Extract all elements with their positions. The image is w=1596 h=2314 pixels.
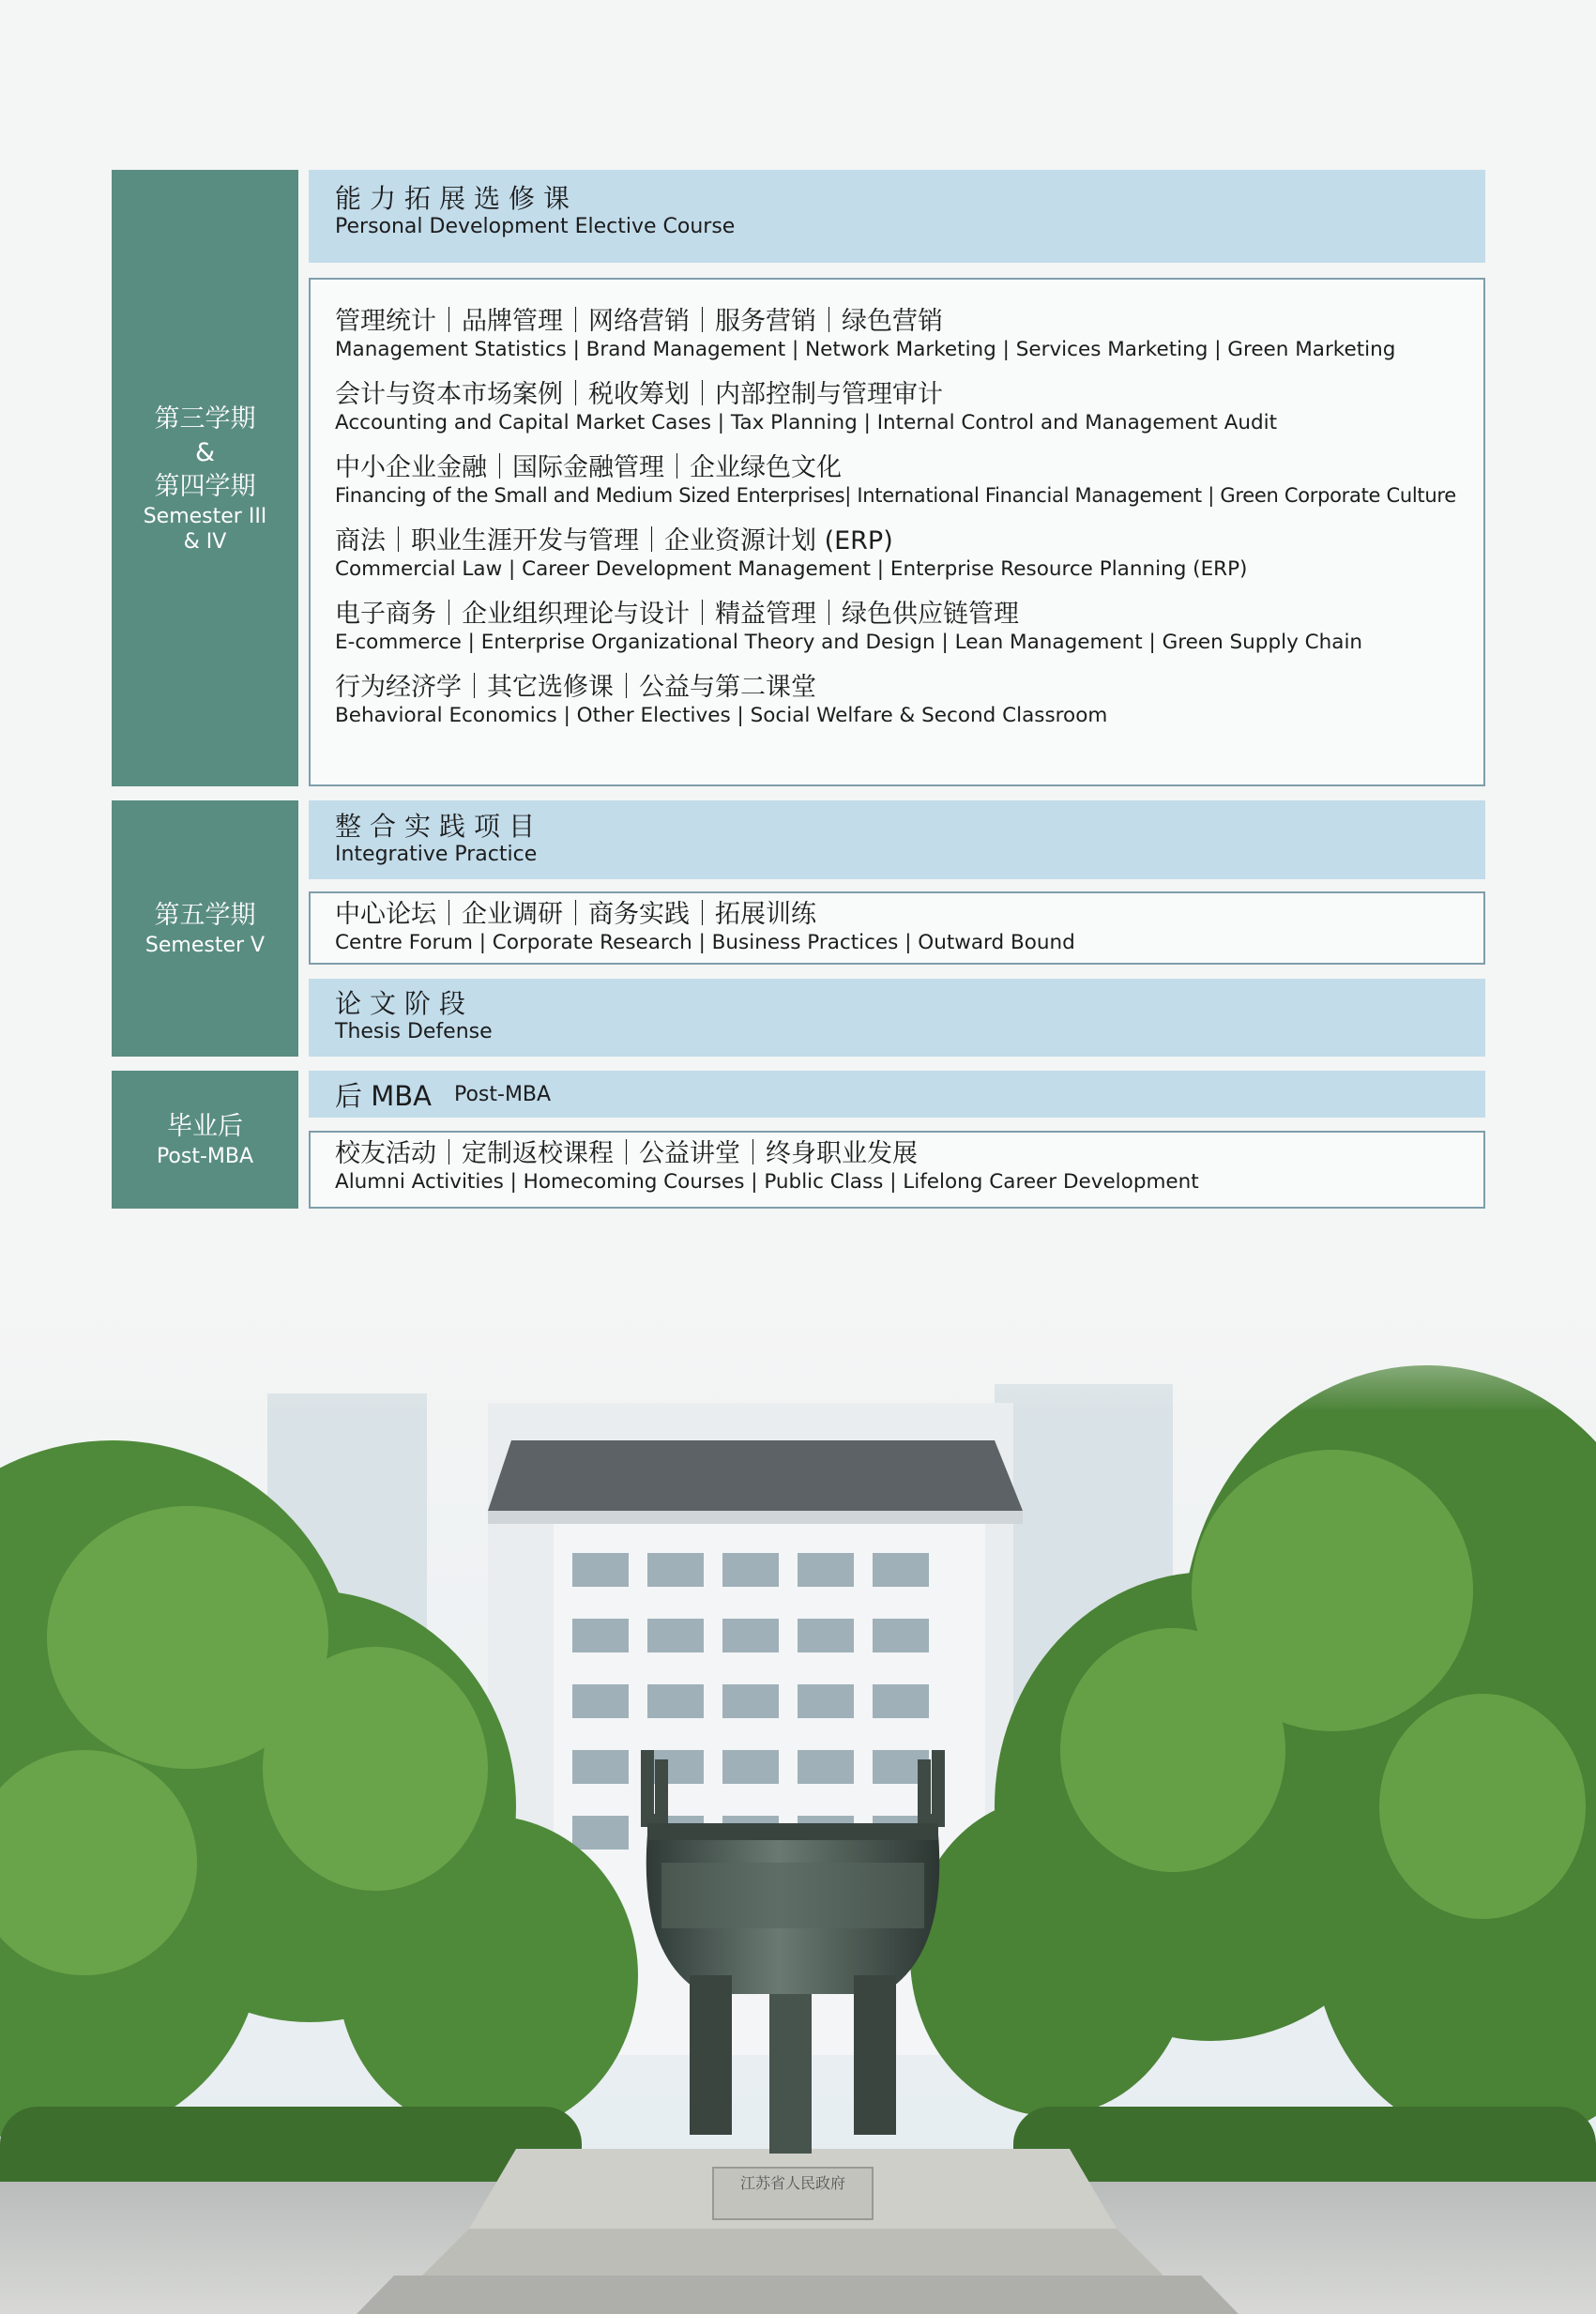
campus-photo <box>0 1281 1596 2314</box>
alumni-list <box>309 1131 1485 1209</box>
elective-course-header <box>309 170 1485 263</box>
course-row-en: Financing of the Small and Medium Sized Enterprises| International Financial Management | Green Corporate Culture <box>335 484 1456 507</box>
campus-scene-graphic <box>0 1281 1596 2314</box>
course-row <box>335 452 1483 525</box>
practice-list <box>309 891 1485 965</box>
semester-5-label <box>112 800 298 1057</box>
course-row-zh: 会计与资本市场案例｜税收筹划｜内部控制与管理审计 <box>335 380 943 409</box>
course-row-en: E-commerce | Enterprise Organizational Theory and Design | Lean Management | Green Supply Chain <box>335 631 1363 654</box>
integrative-title-en: Integrative Practice <box>335 843 538 866</box>
plaque-inscription: 江苏省人民政府 <box>739 2174 846 2192</box>
integrative-practice-header <box>309 800 1485 879</box>
integrative-title-zh: 整合实践项目 <box>335 811 544 842</box>
practice-row-en: Centre Forum | Corporate Research | Business Practices | Outward Bound <box>335 931 1075 954</box>
post-mba-header <box>309 1071 1485 1118</box>
semester-4-en: & IV <box>183 529 227 554</box>
practice-row <box>335 899 1483 955</box>
semester-5-zh: 第五学期 <box>154 901 256 930</box>
course-row-zh: 行为经济学｜其它选修课｜公益与第二课堂 <box>335 673 816 702</box>
semester-5-en: Semester V <box>144 934 266 957</box>
semester-3-4-label <box>112 170 298 786</box>
thesis-title-zh: 论文阶段 <box>335 988 475 1019</box>
post-mba-zh: 毕业后 <box>167 1112 243 1141</box>
course-row <box>335 525 1483 599</box>
course-row-en: Behavioral Economics | Other Electives | Social Welfare & Second Classroom <box>335 704 1108 727</box>
course-row <box>335 306 1483 379</box>
elective-course-list <box>309 278 1485 786</box>
course-row <box>335 599 1483 672</box>
course-row <box>335 379 1483 452</box>
course-row-en: Accounting and Capital Market Cases | Tax Planning | Internal Control and Management Audit <box>335 411 1278 434</box>
practice-row-zh: 中心论坛｜企业调研｜商务实践｜拓展训练 <box>335 900 816 929</box>
course-row-en: Commercial Law | Career Development Management | Enterprise Resource Planning (ERP) <box>335 557 1248 581</box>
post-mba-label <box>112 1071 298 1209</box>
course-row <box>335 672 1483 745</box>
course-row-zh: 电子商务｜企业组织理论与设计｜精益管理｜绿色供应链管理 <box>335 600 1019 629</box>
alumni-row-en: Alumni Activities | Homecoming Courses | Public Class | Lifelong Career Development <box>335 1170 1199 1194</box>
post-mba-header-zh: 后 MBA <box>335 1079 432 1112</box>
semester-amp: & <box>194 437 216 467</box>
alumni-row <box>335 1138 1483 1195</box>
alumni-row-zh: 校友活动｜定制返校课程｜公益讲堂｜终身职业发展 <box>335 1139 918 1168</box>
thesis-title-en: Thesis Defense <box>335 1020 493 1043</box>
course-row-zh: 管理统计｜品牌管理｜网络营销｜服务营销｜绿色营销 <box>335 307 943 336</box>
post-mba-header-en: Post-MBA <box>453 1082 552 1106</box>
post-mba-en: Post-MBA <box>156 1145 254 1168</box>
semester-3-en: Semester III <box>143 504 267 528</box>
semester-3-zh: 第三学期 <box>154 403 256 434</box>
course-row-zh: 商法｜职业生涯开发与管理｜企业资源计划 (ERP) <box>335 526 893 556</box>
course-row-en: Management Statistics | Brand Management | Network Marketing | Services Marketing | Green Marketing <box>335 338 1396 361</box>
course-row-zh: 中小企业金融｜国际金融管理｜企业绿色文化 <box>335 453 842 482</box>
thesis-header <box>309 979 1485 1057</box>
semester-4-zh: 第四学期 <box>154 471 256 501</box>
elective-title-en: Personal Development Elective Course <box>335 215 736 238</box>
elective-title-zh: 能力拓展选修课 <box>335 183 579 214</box>
